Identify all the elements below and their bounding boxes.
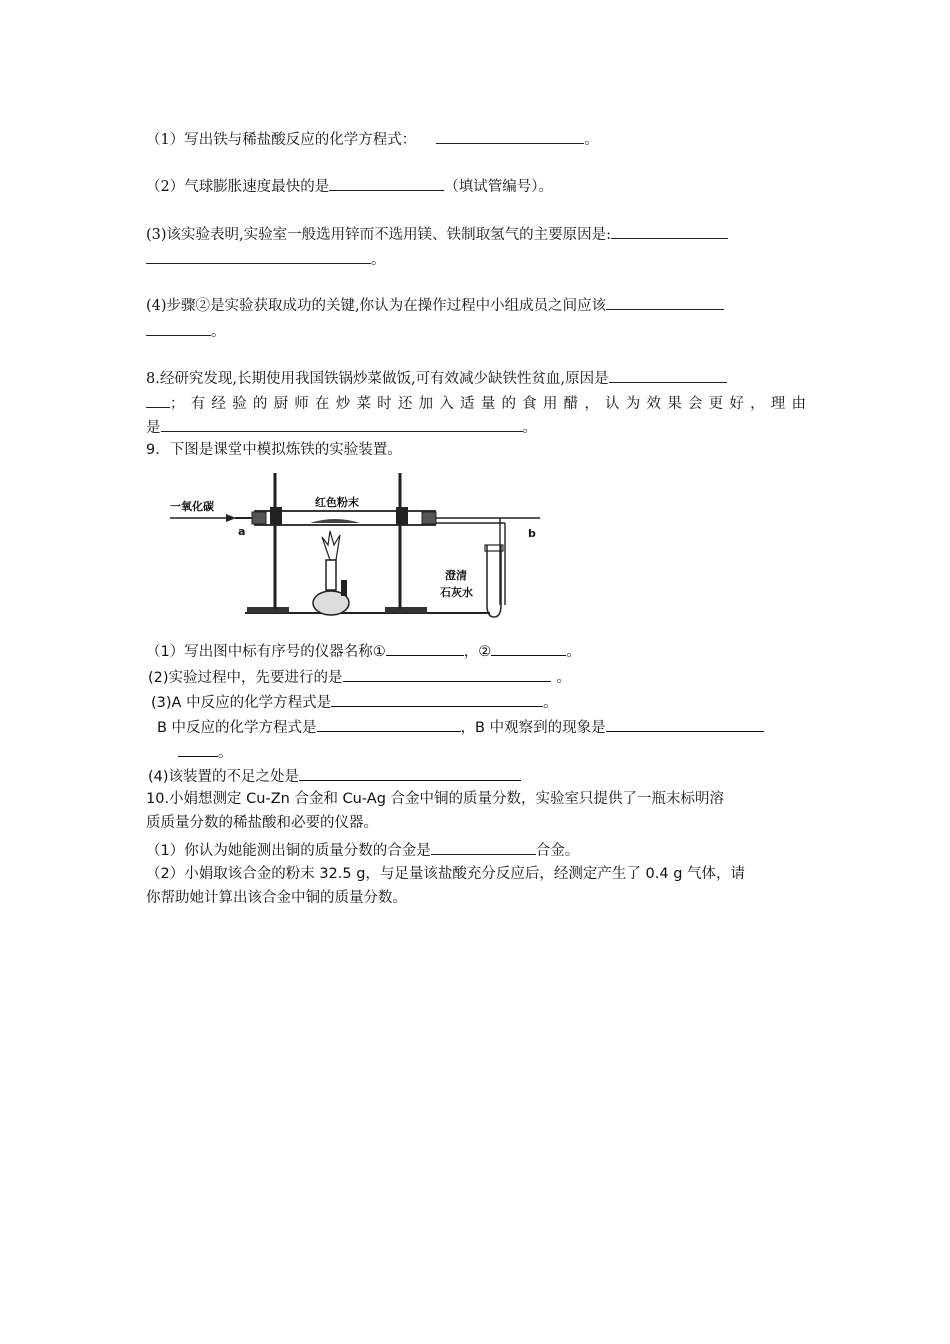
q9-title: 9．下图是课堂中模拟炼铁的实验装置。 <box>146 442 402 458</box>
label-carbon-monoxide: 一氧化碳 <box>170 500 214 513</box>
q9-part2: (2)实验过程中，先要进行的是 。 <box>148 666 571 688</box>
q9-part3: (3)A 中反应的化学方程式是 。 <box>151 691 558 713</box>
answer-blank[interactable] <box>146 320 211 336</box>
answer-blank[interactable] <box>331 691 543 707</box>
answer-blank[interactable] <box>178 741 218 757</box>
answer-blank[interactable] <box>431 839 536 855</box>
q7-part4: (4)步骤②是实验获取成功的关键,你认为在操作过程中小组成员之间应该 <box>146 294 724 316</box>
q8-line3: 是 。 <box>146 416 537 438</box>
q9-part4: (4)该装置的不足之处是 <box>148 765 521 787</box>
answer-blank[interactable] <box>146 392 170 408</box>
q9-part1: （1）写出图中标有序号的仪器名称① ，② 。 <box>146 640 581 662</box>
q10-part2-line1: （2）小娟取该合金的粉末 32.5 g，与足量该盐酸充分反应后，经测定产生了 0.4 g 气体，请 <box>146 866 746 882</box>
q10-part1: （1）你认为她能测出铜的质量分数的合金是 合金。 <box>146 839 579 861</box>
q7-part2: （2）气球膨胀速度最快的是 （填试管编号）。 <box>146 175 553 197</box>
q10-line2: 质质量分数的稀盐酸和必要的仪器。 <box>146 815 378 831</box>
q8-line1: 8.经研究发现,长期使用我国铁锅炒菜做饭,可有效减少缺铁性贫血,原因是 <box>146 367 727 389</box>
q7-part3: (3)该实验表明,实验室一般选用锌而不选用镁、铁制取氢气的主要原因是: <box>146 223 728 245</box>
answer-blank[interactable] <box>386 640 464 656</box>
answer-blank[interactable] <box>436 128 584 144</box>
label-a: a <box>238 525 246 538</box>
label-limewater: 石灰水 <box>440 586 473 599</box>
ironmaking-apparatus-figure <box>160 465 550 625</box>
answer-blank[interactable] <box>299 765 521 781</box>
answer-blank[interactable] <box>611 223 728 239</box>
q7-part3-cont: 。 <box>146 248 386 270</box>
label-clear: 澄清 <box>445 569 467 582</box>
q8-line2: ；有经验的厨师在炒菜时还加入适量的食用醋，认为效果会更好，理由 <box>146 392 806 414</box>
answer-blank[interactable] <box>606 294 724 310</box>
q9-part3b: B 中反应的化学方程式是 ，B 中观察到的现象是 <box>157 716 764 738</box>
label-red-powder: 红色粉末 <box>315 496 359 509</box>
answer-blank[interactable] <box>609 367 727 383</box>
answer-blank[interactable] <box>343 666 551 682</box>
answer-blank[interactable] <box>146 248 371 264</box>
answer-blank[interactable] <box>161 416 523 432</box>
q7-part1: （1）写出铁与稀盐酸反应的化学方程式： 。 <box>146 128 599 150</box>
answer-blank[interactable] <box>606 716 764 732</box>
answer-blank[interactable] <box>491 640 566 656</box>
q10-part2-line2: 你帮助她计算出该合金中铜的质量分数。 <box>146 890 407 906</box>
q9-part3b-cont: 。 <box>178 741 233 763</box>
q10-line1: 10.小娟想测定 Cu-Zn 合金和 Cu-Ag 合金中铜的质量分数，实验室只提供了一瓶末标明溶 <box>146 791 725 807</box>
answer-blank[interactable] <box>317 716 461 732</box>
label-b: b <box>528 527 536 540</box>
answer-blank[interactable] <box>329 175 444 191</box>
q7-part4-cont: 。 <box>146 320 226 342</box>
